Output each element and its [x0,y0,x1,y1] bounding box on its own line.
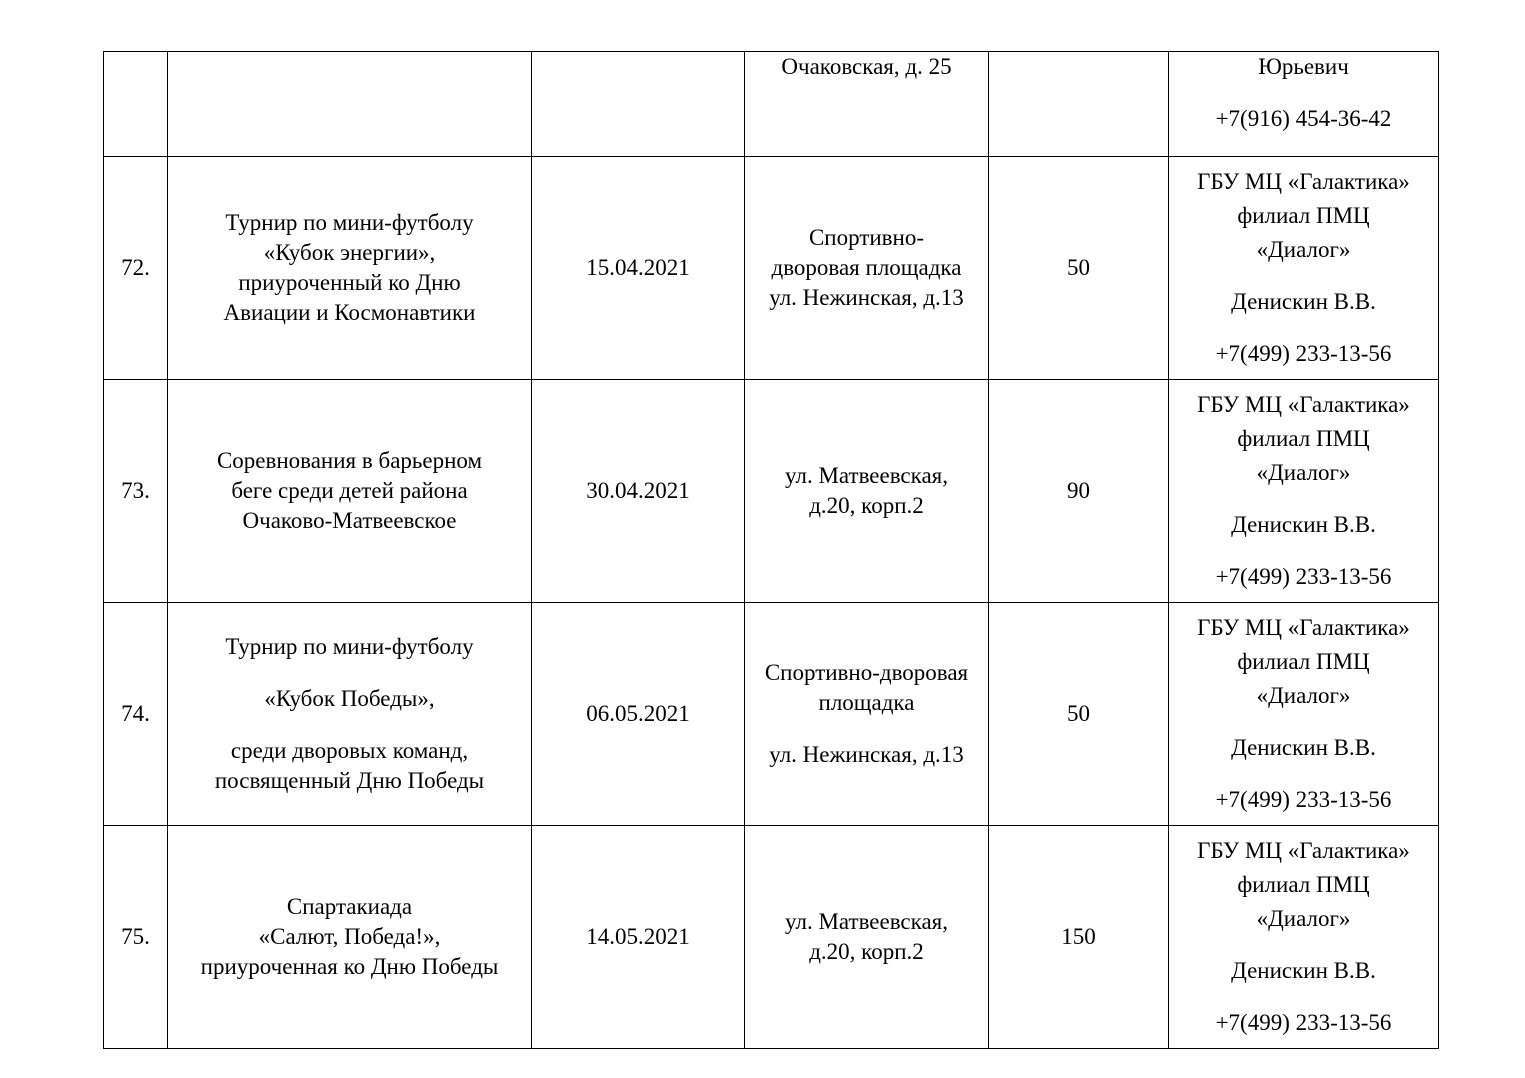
title-line: Турнир по мини-футболу [225,634,474,659]
cell-organizer [1169,52,1439,157]
cell-participants: 150 [989,826,1169,1049]
title-line: приуроченный ко Дню [238,270,461,295]
title-line: «Кубок энергии», [263,240,436,265]
place-line: ул. Нежинская, д.13 [769,742,964,767]
organizer-phone: +7(499) 233-13-56 [1215,1010,1392,1035]
cell-title [168,52,532,157]
cell-organizer [1169,380,1439,603]
cell-date: 06.05.2021 [532,603,745,826]
organizer-line: «Диалог» [1256,460,1351,485]
organizer-contact-name: Денискин В.В. [1231,958,1376,983]
table-row [104,826,1439,1049]
cell-place [745,52,989,157]
contact-name-line: Юрьевич [1258,54,1349,79]
cell-number: 73. [104,380,168,603]
title-line: Спартакиада [286,894,413,919]
organizer-phone: +7(499) 233-13-56 [1215,564,1392,589]
place-line: Спортивно- [808,225,925,250]
events-table [103,51,1439,1049]
organizer-line: ГБУ МЦ «Галактика» [1197,169,1410,194]
title-line: Очаково-Матвеевское [242,508,457,533]
place-line: ул. Матвеевская, [784,909,949,934]
title-line: Авиации и Космонавтики [223,300,476,325]
table-row [104,380,1439,603]
organizer-line: «Диалог» [1256,237,1351,262]
cell-organizer [1169,826,1439,1049]
organizer-contact-name: Денискин В.В. [1231,512,1376,537]
place-line: площадка [818,690,915,715]
cell-title [168,826,532,1049]
cell-date: 30.04.2021 [532,380,745,603]
cell-title [168,157,532,380]
cell-date [532,52,745,157]
cell-date: 15.04.2021 [532,157,745,380]
contact-phone-line: +7(916) 454-36-42 [1215,106,1392,131]
table-row [104,157,1439,380]
cell-place [745,603,989,826]
table-row-continued [104,52,1439,157]
cell-number [104,52,168,157]
cell-number: 72. [104,157,168,380]
title-line: Соревнования в барьерном [216,448,483,473]
organizer-line: «Диалог» [1256,906,1351,931]
cell-organizer [1169,157,1439,380]
title-line: среди дворовых команд, [230,738,469,763]
cell-participants [989,52,1169,157]
organizer-line: филиал ПМЦ [1237,426,1370,451]
cell-title [168,603,532,826]
cell-date: 14.05.2021 [532,826,745,1049]
organizer-line: ГБУ МЦ «Галактика» [1197,615,1410,640]
table-row [104,603,1439,826]
place-line: Очаковская, д. 25 [781,54,952,79]
cell-participants: 90 [989,380,1169,603]
organizer-contact-name: Денискин В.В. [1231,735,1376,760]
title-line: приуроченная ко Дню Победы [200,954,499,979]
organizer-line: филиал ПМЦ [1237,649,1370,674]
cell-place [745,826,989,1049]
organizer-line: ГБУ МЦ «Галактика» [1197,838,1410,863]
title-line: «Кубок Победы», [264,686,435,711]
place-line: ул. Матвеевская, [784,463,949,488]
place-line: Спортивно-дворовая [764,660,969,685]
place-line: д.20, корп.2 [809,493,924,518]
cell-organizer [1169,603,1439,826]
cell-place [745,380,989,603]
cell-number: 74. [104,603,168,826]
cell-participants: 50 [989,157,1169,380]
organizer-line: «Диалог» [1256,683,1351,708]
cell-participants: 50 [989,603,1169,826]
title-line: «Салют, Победа!», [258,924,441,949]
organizer-phone: +7(499) 233-13-56 [1215,787,1392,812]
organizer-phone: +7(499) 233-13-56 [1215,341,1392,366]
organizer-line: филиал ПМЦ [1237,203,1370,228]
title-line: беге среди детей района [231,478,468,503]
title-line: Турнир по мини-футболу [225,210,474,235]
cell-number: 75. [104,826,168,1049]
place-line: дворовая площадка [771,255,962,280]
place-line: ул. Нежинская, д.13 [769,285,964,310]
organizer-contact-name: Денискин В.В. [1231,289,1376,314]
cell-place [745,157,989,380]
place-line: д.20, корп.2 [809,939,924,964]
organizer-line: ГБУ МЦ «Галактика» [1197,392,1410,417]
cell-title [168,380,532,603]
title-line: посвященный Дню Победы [214,768,485,793]
organizer-line: филиал ПМЦ [1237,872,1370,897]
